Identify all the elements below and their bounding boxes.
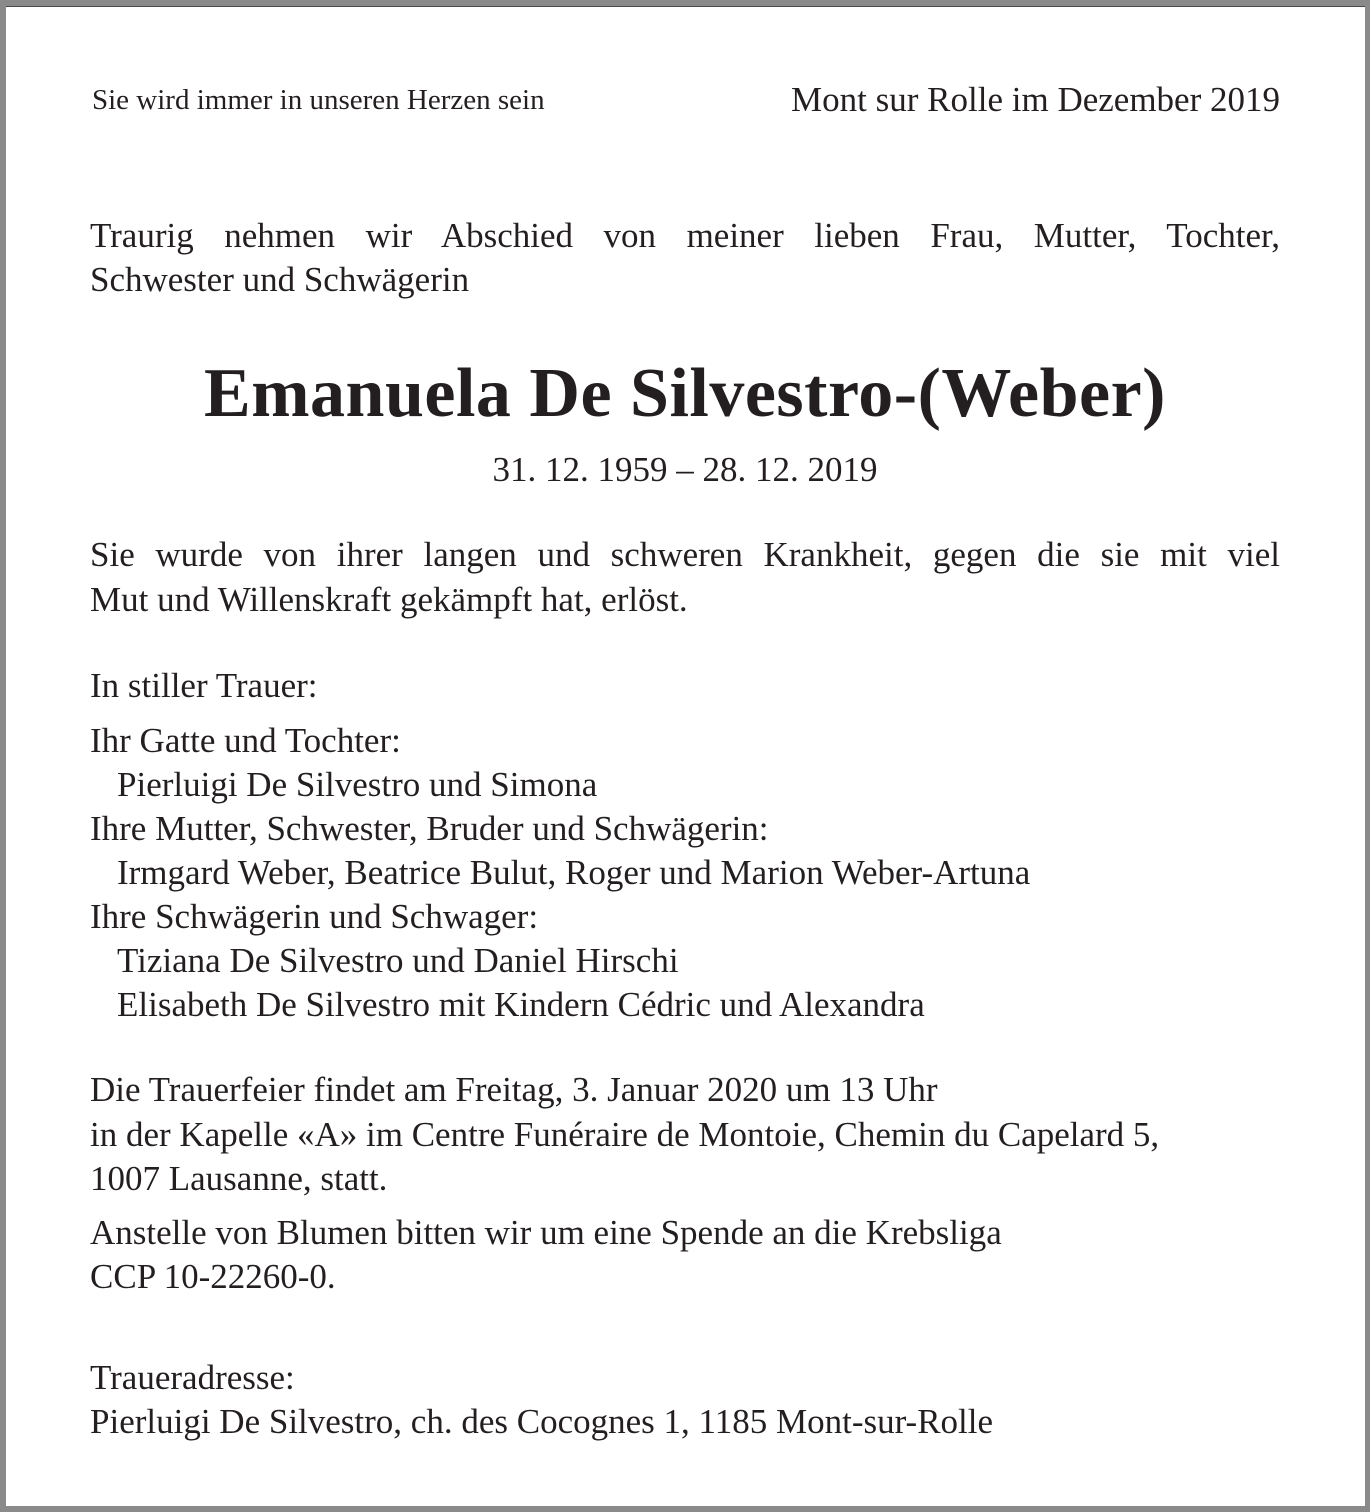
mourner-names: Irmgard Weber, Beatrice Bulut, Roger und Marion Weber-Artuna [117,853,1031,892]
service-line-1: Die Trauerfeier findet am Freitag, 3. Januar 2020 um 13 Uhr [90,1070,938,1109]
intro-line-2: Schwester und Schwägerin [90,260,470,299]
place-date: Mont sur Rolle im Dezember 2019 [791,80,1280,119]
message-line-1 [90,533,1280,577]
intro-line-1: Traurig nehmen wir Abschied von meiner lieben Frau, Mutter, Tochter, [90,216,1280,255]
message-line-2: Mut und Willenskraft gekämpft hat, erlöst. [90,580,688,619]
life-dates: 31. 12. 1959 – 28. 12. 2019 [492,450,878,489]
mourner-names: Tiziana De Silvestro und Daniel Hirschi [117,941,679,980]
service-line-2: in der Kapelle «A» im Centre Funéraire de Montoie, Chemin du Capelard 5, [90,1115,1160,1154]
mourner-names: Elisabeth De Silvestro mit Kindern Cédric und Alexandra [117,985,925,1024]
donation-line-1: Anstelle von Blumen bitten wir um eine Spende an die Krebsliga [90,1213,1002,1252]
address-value: Pierluigi De Silvestro, ch. des Cocognes 1, 1185 Mont-sur-Rolle [90,1402,994,1441]
deceased-name: Emanuela De Silvestro-(Weber) [204,355,1166,432]
motto: Sie wird immer in unseren Herzen sein [92,84,545,116]
mourner-group-label: Ihre Schwägerin und Schwager: [90,897,539,936]
address-label: Traueradresse: [90,1358,295,1397]
mourner-group-label: Ihre Mutter, Schwester, Bruder und Schwägerin: [90,809,769,848]
intro-text [90,214,1280,302]
service-line-3: 1007 Lausanne, statt. [90,1159,388,1198]
donation-line-2: CCP 10-22260-0. [90,1257,336,1296]
message-line-1-text: Sie wurde von ihrer langen und schweren Krankheit, gegen die sie mit viel [90,535,1280,574]
mourner-group-label: Ihr Gatte und Tochter: [90,721,401,760]
mourner-names: Pierluigi De Silvestro und Simona [117,765,598,804]
mourners-heading: In stiller Trauer: [90,666,318,705]
